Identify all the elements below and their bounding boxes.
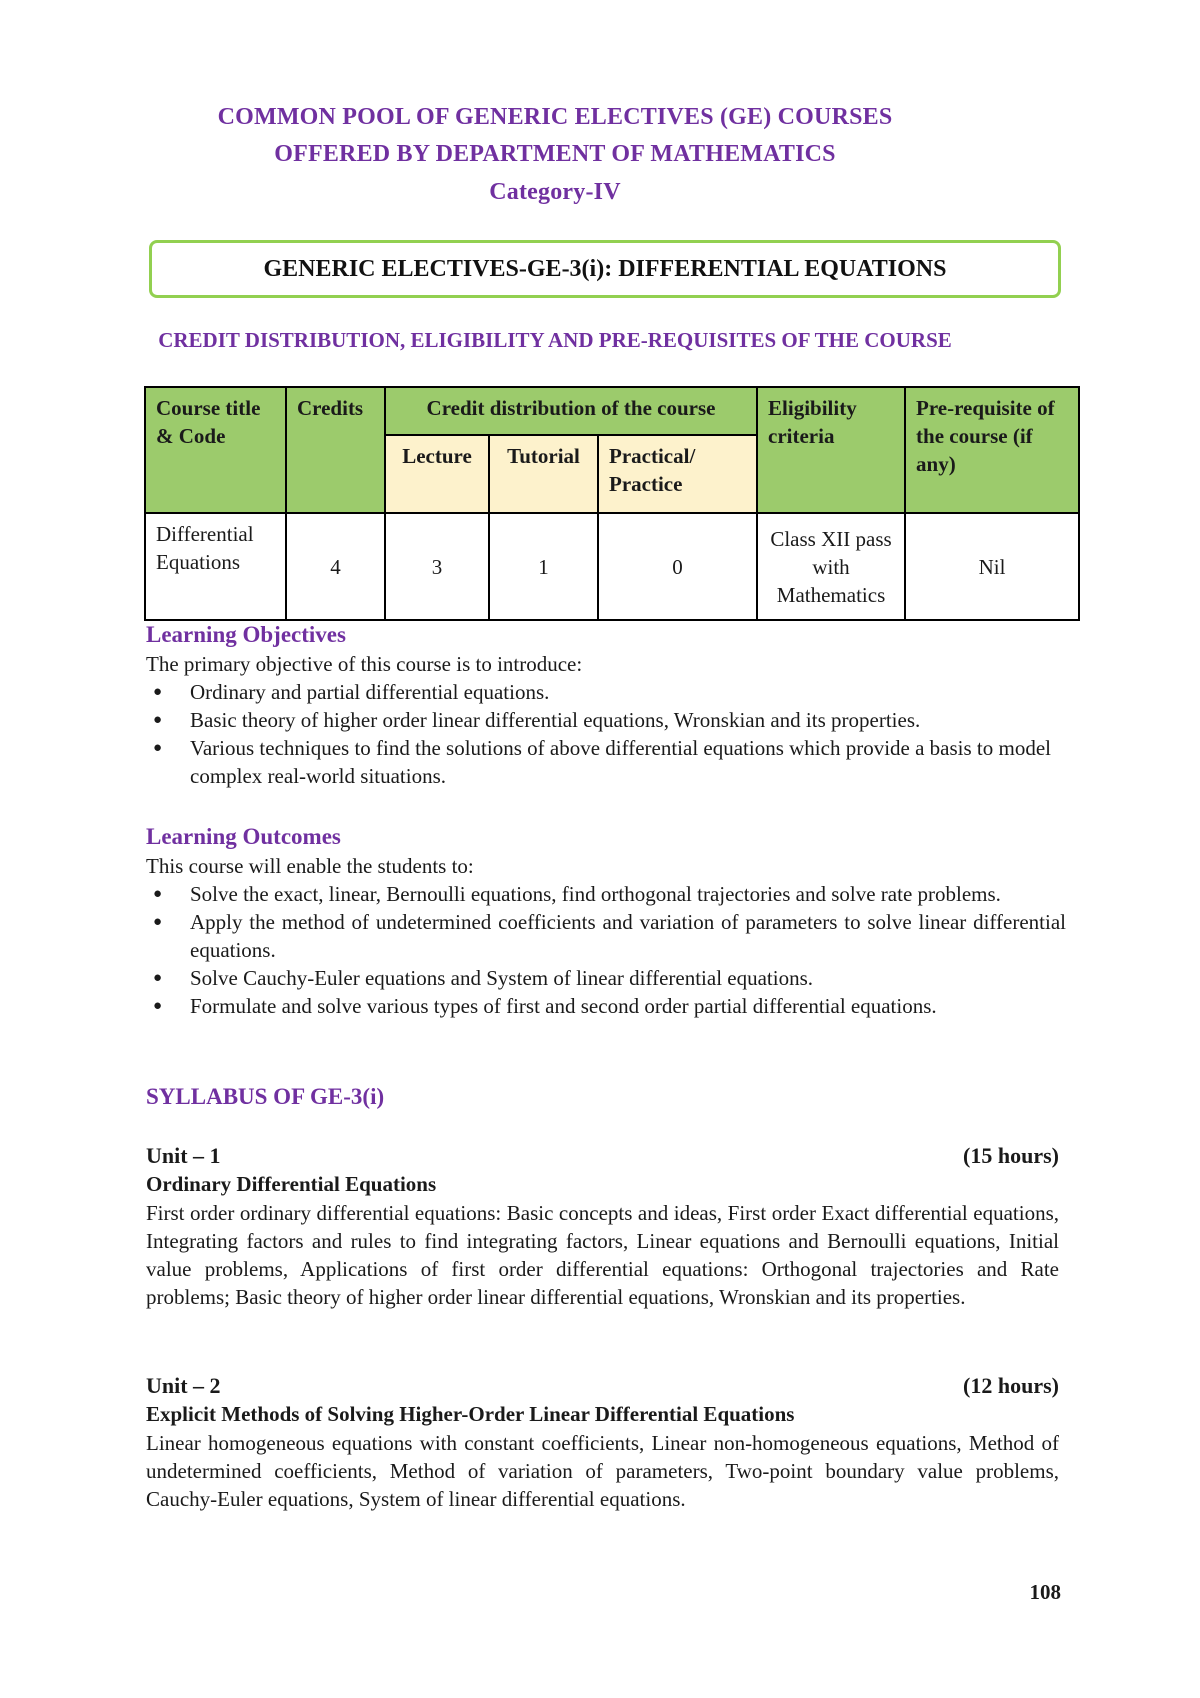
list-item: ● Ordinary and partial differential equations. — [153, 680, 550, 704]
learning-objectives-title: Learning Objectives — [146, 622, 346, 647]
header-lecture: Lecture — [385, 435, 489, 513]
unit-1-title: Ordinary Differential Equations — [146, 1172, 437, 1196]
bullet-icon: ● — [153, 914, 163, 930]
syllabus-title: SYLLABUS OF GE-3(i) — [146, 1084, 385, 1109]
learning-outcomes-title: Learning Outcomes — [146, 824, 341, 849]
credit-distribution-heading: CREDIT DISTRIBUTION, ELIGIBILITY AND PRE-REQUISITES OF THE COURSE — [158, 328, 952, 352]
list-item: ● Basic theory of higher order linear differential equations, Wronskian and its properties. — [153, 708, 921, 732]
cell-lecture: 3 — [385, 513, 489, 620]
list-item: ● Solve Cauchy-Euler equations and System of linear differential equations. — [153, 966, 814, 990]
list-item: ● Various techniques to find the solutions of above differential equations which provide a basis to model complex real-world situations. — [153, 736, 1052, 788]
unit-2-description: Linear homogeneous equations with constant coefficients, Linear non-homogeneous equations, Method of undetermined coefficients, Method of variation of parameters, Two-point boundary value problems, Cauchy-Euler equations, System of linear differential equations. — [146, 1431, 1059, 1511]
cell-practical: 0 — [598, 513, 757, 620]
list-item: ● Solve the exact, linear, Bernoulli equations, find orthogonal trajectories and solve rate problems. — [153, 882, 1001, 906]
page-number: 108 — [1029, 1580, 1061, 1604]
unit-2-label: Unit – 2 — [146, 1373, 221, 1398]
cell-tutorial: 1 — [489, 513, 598, 620]
cell-course: Differential Equations — [145, 513, 286, 620]
header-line-2: OFFERED BY DEPARTMENT OF MATHEMATICS — [274, 141, 836, 167]
unit-1-hours: (15 hours) — [963, 1143, 1059, 1168]
list-item: ● Formulate and solve various types of first and second order partial differential equations. — [153, 994, 937, 1018]
header-course-title: Course title & Code — [145, 387, 286, 513]
unit-2-title: Explicit Methods of Solving Higher-Order Linear Differential Equations — [146, 1402, 795, 1426]
bullet-icon: ● — [153, 998, 163, 1014]
outcomes-intro: This course will enable the students to: — [146, 854, 474, 878]
table-row — [145, 513, 1079, 620]
cell-credits: 4 — [286, 513, 385, 620]
cell-prerequisite: Nil — [905, 513, 1079, 620]
unit-1-description: First order ordinary differential equations: Basic concepts and ideas, First order Exact differential equations, Integrating factors and rules to find integrating factors, Linear equations and Bernoulli equations, Initial value problems, Applications of first order differential equations: Orthogonal trajectories and Rate problems; Basic theory of higher order linear differential equations, Wronskian and its properties. — [146, 1201, 1059, 1309]
course-title-box: GENERIC ELECTIVES-GE-3(i): DIFFERENTIAL EQUATIONS — [149, 240, 1061, 298]
header-prerequisite: Pre-requisite of the course (if any) — [905, 387, 1079, 513]
list-item: ● Apply the method of undetermined coefficients and variation of parameters to solve linear differential equations. — [153, 910, 1066, 962]
bullet-icon: ● — [153, 886, 163, 902]
header-eligibility: Eligibility criteria — [757, 387, 905, 513]
objectives-list — [146, 678, 1066, 790]
header-tutorial: Tutorial — [489, 435, 598, 513]
objectives-intro: The primary objective of this course is to introduce: — [146, 652, 583, 676]
unit-2-hours: (12 hours) — [963, 1373, 1059, 1398]
unit-1-label: Unit – 1 — [146, 1143, 221, 1168]
cell-eligibility: Class XII pass with Mathematics — [757, 513, 905, 620]
table-header-row — [145, 387, 1079, 435]
unit-1-heading — [146, 1143, 1059, 1169]
header-line-1: COMMON POOL OF GENERIC ELECTIVES (GE) COURSES — [217, 104, 893, 130]
bullet-icon: ● — [153, 712, 163, 728]
header-credits: Credits — [286, 387, 385, 513]
bullet-icon: ● — [153, 970, 163, 986]
bullet-icon: ● — [153, 684, 163, 700]
header-category: Category-IV — [489, 179, 621, 205]
outcomes-list — [146, 880, 1066, 1020]
bullet-icon: ● — [153, 740, 163, 756]
credit-table — [144, 386, 1080, 621]
unit-2-heading — [146, 1373, 1059, 1399]
header-practical: Practical/ Practice — [598, 435, 757, 513]
header-credit-distribution: Credit distribution of the course — [385, 387, 757, 435]
